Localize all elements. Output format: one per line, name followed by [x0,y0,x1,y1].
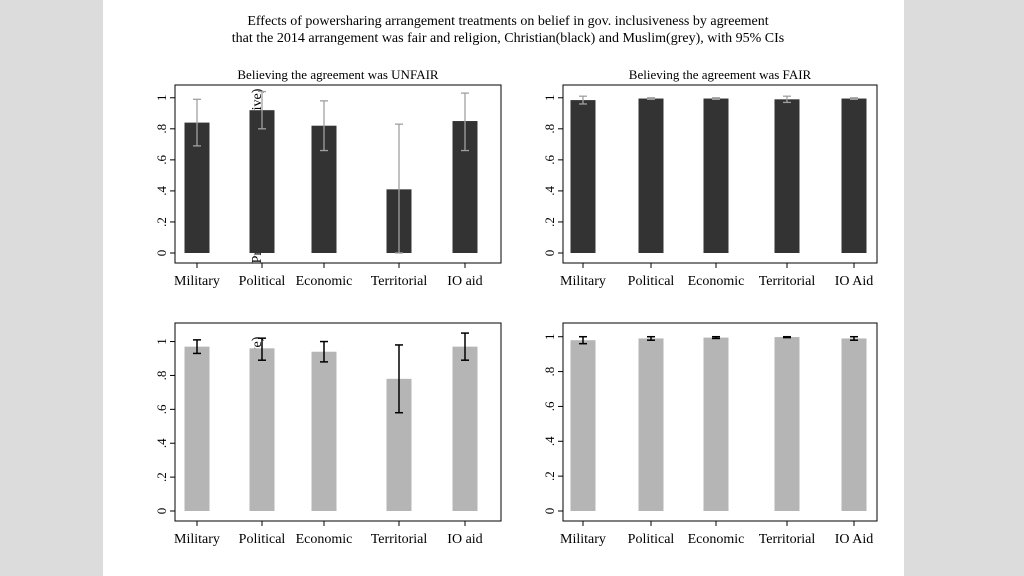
y-tick-label: .2 [541,471,557,482]
panels [154,67,877,547]
x-category-label: Military [174,532,220,547]
y-tick-label: .6 [153,154,169,165]
chart-panel-christian-fair [542,67,877,289]
bar-territorial [775,337,800,511]
x-category-label: Economic [295,274,353,289]
y-tick-label: 1 [541,333,557,340]
y-tick-label: .6 [153,404,169,415]
y-tick-label: 1 [153,338,169,345]
figure [103,0,904,576]
bar-military [571,340,596,511]
panel-title: Believing the agreement was FAIR [628,67,812,82]
x-category-label: Territorial [758,274,816,289]
y-tick-label: .2 [541,217,557,227]
bar-political [639,338,664,511]
bar-political [250,110,275,253]
y-tick-label: 0 [541,249,557,257]
slide [103,0,904,576]
x-category-label: Territorial [758,532,816,547]
bar-economic [312,352,337,511]
y-tick-label: 0 [153,507,169,515]
figure-title-line-2: that the 2014 arrangement was fair and religion, Christian(black) and Muslim(grey), with 95% CIs [231,31,785,46]
bar-economic [704,338,729,511]
figure-title-line-1: Effects of powersharing arrangement treatments on belief in gov. inclusiveness by agreement [247,14,769,29]
panel-title: Believing the agreement was UNFAIR [237,67,439,82]
plot-frame [175,85,501,263]
bar-military [571,100,596,253]
bar-io-aid [453,347,478,511]
y-tick-label: 0 [153,249,169,257]
x-category-label: IO Aid [834,274,874,289]
bar-io-aid [842,99,867,253]
y-tick-label: .8 [153,370,169,381]
y-tick-label: .6 [541,401,557,412]
bar-political [250,348,275,511]
x-category-label: IO Aid [834,532,874,547]
chart-panel-muslim-fair [542,323,877,547]
y-tick-label: 1 [153,94,169,102]
y-tick-label: .8 [153,123,169,134]
bar-territorial [775,99,800,253]
y-tick-label: .4 [541,436,557,447]
x-category-label: Economic [687,274,745,289]
x-category-label: Military [560,274,606,289]
x-category-label: Territorial [370,274,428,289]
bar-military [185,347,210,511]
y-tick-label: .2 [153,472,169,482]
x-category-label: Military [174,274,220,289]
x-category-label: Economic [295,532,353,547]
chart-panel-christian-unfair [154,67,501,289]
y-tick-label: .4 [541,186,557,196]
x-category-label: Political [627,274,675,289]
x-category-label: Political [238,532,286,547]
x-category-label: Economic [687,532,745,547]
y-tick-label: .8 [541,123,557,134]
x-category-label: IO aid [447,274,483,289]
x-category-label: Military [560,532,606,547]
y-tick-label: 1 [541,94,557,102]
chart-panel-muslim-unfair [154,323,501,547]
y-tick-label: .4 [153,186,169,196]
bar-political [639,99,664,253]
bar-economic [704,99,729,253]
y-tick-label: .4 [153,438,169,449]
y-tick-label: .6 [541,154,557,165]
x-category-label: Political [238,274,286,289]
plot-frame [175,323,501,521]
y-tick-label: 0 [541,507,557,515]
y-tick-label: .2 [153,217,169,227]
x-category-label: Territorial [370,532,428,547]
x-category-label: IO aid [447,532,483,547]
bar-io-aid [842,338,867,511]
x-category-label: Political [627,532,675,547]
y-tick-label: .8 [541,366,557,377]
